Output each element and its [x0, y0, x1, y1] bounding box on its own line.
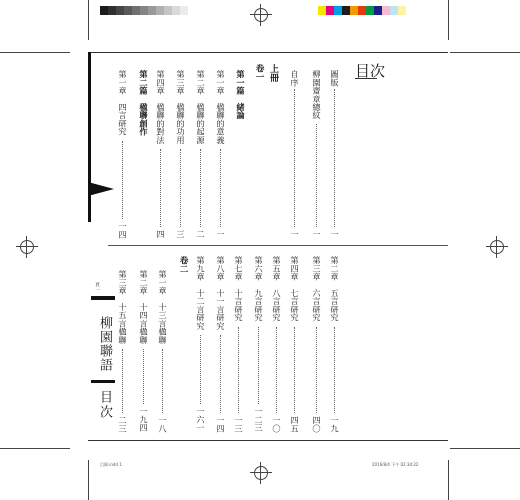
toc-entry[interactable]: [139, 70, 149, 238]
toc-entry[interactable]: [118, 270, 128, 432]
toc-entry[interactable]: [156, 70, 166, 238]
toc-entry-label: 第七章 十言研究: [234, 256, 244, 322]
toc-entry[interactable]: [234, 256, 244, 432]
toc-entry[interactable]: [196, 256, 206, 432]
toc-page-number: 一八: [158, 415, 168, 432]
toc-entry-label: 第二章 五言研究: [330, 256, 340, 322]
page-bottom-border: [88, 440, 448, 441]
color-swatch: [350, 6, 358, 15]
page-top-border: [91, 52, 448, 53]
toc-page-number: 一〇: [272, 415, 282, 432]
toc-page-number: 一: [312, 229, 322, 238]
toc-entry-label: 第三章 六言研究: [312, 256, 322, 322]
title-underline: [355, 78, 377, 79]
toc-entry[interactable]: [216, 256, 226, 432]
toc-page-number: 一九四: [139, 407, 149, 432]
toc-page-number: 二三: [118, 415, 128, 432]
toc-section-heading: 上冊: [268, 64, 278, 82]
color-swatch: [124, 6, 132, 15]
color-swatch: [358, 6, 366, 15]
toc-page-number: 一三: [234, 415, 244, 432]
spine-bar-top: [91, 296, 115, 300]
toc-page-number: 一二三: [254, 407, 264, 432]
toc-page-number: 二: [196, 229, 206, 238]
toc-entry[interactable]: [236, 70, 246, 238]
toc-entry-label: 第二章 十四言楹聯: [139, 270, 149, 344]
leader-dots: [294, 327, 295, 413]
color-swatch: [100, 6, 108, 15]
crop-mark: [88, 0, 89, 40]
leader-dots: [220, 335, 221, 412]
color-swatch: [116, 6, 124, 15]
toc-entry-label: 第三章 楹聯的功用: [176, 70, 186, 144]
color-swatch: [390, 6, 398, 15]
leader-dots: [258, 327, 259, 404]
toc-page-number: 三: [176, 229, 186, 238]
toc-entry[interactable]: [290, 256, 300, 432]
leader-dots: [200, 149, 201, 227]
toc-entry-label: 第三章 十五言楹聯: [118, 270, 128, 344]
color-swatch: [172, 6, 180, 15]
toc-entry-label: 第一章 四言研究: [118, 70, 128, 136]
leader-dots: [162, 349, 163, 412]
toc-entry-label: 自序: [290, 70, 300, 87]
spine-page-label: 頁一: [94, 282, 100, 292]
toc-entry[interactable]: [272, 256, 282, 432]
toc-entry-label: 第五章 八言研究: [272, 256, 282, 322]
toc-page-number: 一: [330, 229, 340, 238]
toc-entry-label: 第六章 九言研究: [254, 256, 264, 322]
toc-entry[interactable]: [330, 70, 340, 238]
crop-mark: [450, 448, 520, 449]
toc-entry[interactable]: [330, 256, 340, 432]
toc-entry[interactable]: [290, 70, 300, 238]
leader-dots: [220, 149, 221, 227]
toc-page-number: 一: [216, 229, 226, 238]
crop-mark: [0, 52, 70, 53]
color-swatch: [334, 6, 342, 15]
toc-page-number: 四: [156, 229, 166, 238]
leader-dots: [294, 89, 295, 227]
leader-dots: [334, 327, 335, 413]
color-swatch: [326, 6, 334, 15]
toc-page-number: 一九: [330, 415, 340, 432]
toc-page-number: 一六一: [196, 407, 206, 432]
toc-entry-label: 圖版: [330, 70, 340, 87]
footer-timestamp: 2016/8/4 下午 02:34:22: [372, 462, 419, 467]
color-swatch: [180, 6, 188, 15]
registration-mark: [20, 240, 34, 254]
color-swatch: [366, 6, 374, 15]
leader-dots: [334, 89, 335, 227]
leader-dots: [200, 335, 201, 404]
toc-entry[interactable]: [118, 70, 128, 238]
toc-entry-label: 第四章 楹聯的對法: [156, 70, 166, 144]
registration-mark: [490, 240, 504, 254]
leader-dots: [276, 327, 277, 413]
toc-section-heading: 卷一: [254, 64, 264, 82]
crop-mark: [448, 0, 449, 40]
spine-bar-mid: [91, 380, 115, 383]
color-swatch: [156, 6, 164, 15]
crop-mark: [88, 460, 89, 500]
color-swatch: [382, 6, 390, 15]
toc-entry[interactable]: [312, 70, 322, 238]
leader-dots: [316, 124, 317, 228]
toc-entry[interactable]: [216, 70, 226, 238]
toc-entry-label: 第二篇 楹聯創作: [139, 70, 149, 136]
toc-page-number: 一四: [216, 415, 226, 432]
toc-entry[interactable]: [176, 70, 186, 238]
color-swatch: [398, 6, 406, 15]
color-swatch: [140, 6, 148, 15]
registration-mark: [254, 466, 268, 480]
toc-page-number: 一: [290, 229, 300, 238]
leader-dots: [238, 327, 239, 413]
color-swatch: [318, 6, 326, 15]
toc-entry-label: 第二章 楹聯的起源: [196, 70, 206, 144]
crop-mark: [450, 52, 520, 53]
toc-section-heading: 卷二: [178, 256, 188, 274]
color-swatch: [342, 6, 350, 15]
toc-entry-label: 第八章 十一言研究: [216, 256, 226, 330]
color-swatch: [132, 6, 140, 15]
footer-file-info: 目錄.indd 1: [100, 462, 122, 467]
leader-dots: [122, 141, 123, 219]
toc-entry[interactable]: [139, 270, 149, 432]
toc-entry-label: 第九章 十二言研究: [196, 256, 206, 330]
toc-entry-label: 第四章 七言研究: [290, 256, 300, 322]
registration-mark: [254, 8, 268, 22]
color-swatch: [374, 6, 382, 15]
toc-page-number: 四〇: [312, 415, 322, 432]
page-fold-mark: [88, 182, 114, 196]
toc-entry[interactable]: [312, 256, 322, 432]
toc-entry-label: 第一章 楹聯的意義: [216, 70, 226, 144]
toc-entry-label: 柳園齋章總紋: [312, 70, 322, 120]
toc-entry-label: 第一篇 緒論: [236, 70, 246, 120]
crop-mark: [0, 448, 70, 449]
leader-dots: [160, 149, 161, 227]
color-swatch: [164, 6, 172, 15]
spine-book-title: 柳園聯語: [97, 316, 112, 372]
page-left-border: [88, 52, 91, 222]
crop-mark: [448, 460, 449, 500]
leader-dots: [316, 327, 317, 413]
spine-section-title: 目次: [97, 390, 112, 420]
toc-entry[interactable]: [196, 70, 206, 238]
toc-entry[interactable]: [254, 256, 264, 432]
leader-dots: [122, 349, 123, 412]
section-divider: [108, 245, 448, 246]
toc-entry-label: 第一章 十三言楹聯: [158, 270, 168, 344]
leader-dots: [143, 349, 144, 404]
leader-dots: [180, 149, 181, 227]
toc-entry[interactable]: [158, 270, 168, 432]
toc-page-number: 一四: [118, 221, 128, 238]
page-title: 目次: [355, 62, 386, 80]
toc-page-number: 四五: [290, 415, 300, 432]
color-swatch: [108, 6, 116, 15]
color-swatch: [148, 6, 156, 15]
